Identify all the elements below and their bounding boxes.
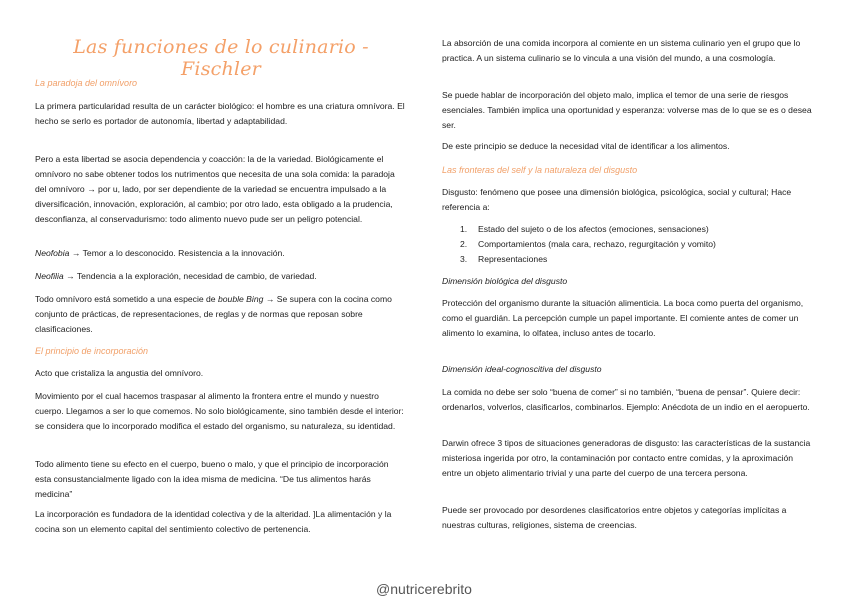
list-text: Representaciones [478, 254, 548, 264]
paragraph-paradoja: Pero a esta libertad se asocia dependencia y coacción: la de la variedad. Biológicamente el omnívoro no sabe obtener todos los nutrimentos que necesita de una sola comida: la paradoja del omnívoro → por u, lado, por ser dependiente de la variedad se encuentra impulsado a la diversificación, innovación, exploración, al cambio; por otro lado, esta obligado a la prudencia, desconfianza, al conservadurismo: todo alimento nuevo pude ser un peligro potencial. [35, 154, 395, 224]
paragraph-disgusto: Disgusto: fenómeno que posee una dimensión biológica, psicológica, social y cultural; Hace referencia a: [442, 187, 792, 212]
list-number: 3. [460, 254, 468, 264]
list-item [460, 237, 814, 252]
paragraph-acto: Acto que cristaliza la angustia del omnívoro. [35, 368, 204, 378]
heading-incorporacion: El principio de incorporación [35, 346, 149, 356]
footer-watermark: @nutricerebrito [376, 581, 472, 597]
paragraph-comida: La comida no debe ser solo “buena de comer” si no también, “buena de pensar”. Quiere decir: ordenarlos, volverlos, clasificarlos, combinarlos. Ejemplo: Anécdota de un indio en el aeropuerto. [442, 387, 810, 412]
paragraph-principio: De este principio se deduce la necesidad vital de identificar a los alimentos. [442, 141, 730, 151]
paragraph-proteccion: Protección del organismo durante la situación alimenticia. La boca como puerta del organismo, como el guardián. La percepción cumple un papel importante. El comiente antes de comer un alimento lo examina, lo olfatea, incluso antes de tocarlo. [442, 298, 804, 338]
paragraph-identidad: La incorporación es fundadora de la identidad colectiva y de la alteridad. ]La alimentación y la cocina son un elemento capital del sentimiento colectivo de pertenencia. [35, 509, 392, 534]
heading-dimension-biologica: Dimensión biológica del disgusto [442, 276, 568, 286]
term-bouble-bing: bouble Bing [217, 294, 264, 304]
heading-paradoja: La paradoja del omnívoro [35, 78, 138, 88]
list-number: 2. [460, 239, 468, 249]
neofilia-definition: → Tendencia a la exploración, necesidad de cambio, de variedad. [63, 271, 317, 281]
paragraph-movimiento: Movimiento por el cual hacemos traspasar al alimento la frontera entre el mundo y nuestro cuerpo. Llegamos a ser lo que comemos. No solo biológicamente, sino también desde el interior: se considera que lo incorporado modifica el estado del organismo, su naturaleza, su identidad. [35, 391, 404, 431]
heading-fronteras: Las fronteras del self y la naturaleza del disgusto [442, 165, 638, 175]
paragraph-caracter-biologico: La primera particularidad resulta de un carácter biológico: el hombre es una criatura omnívora. El hecho se serlo es portador de autonomía, libertad y adaptabilidad. [35, 101, 405, 126]
paragraph-neofilia [35, 269, 407, 284]
neofobia-definition: → Temor a lo desconocido. Resistencia a la innovación. [69, 248, 285, 258]
paragraph-desordenes: Puede ser provocado por desordenes clasificatorios entre objetos y categorías implícitas a nuestras culturas, religiones, sistema de creencias. [442, 505, 787, 530]
paragraph-objeto-malo: Se puede hablar de incorporación del objeto malo, implica el temor de una serie de riesgos esenciales. También implica una oportunidad y esperanza: volverse mas de lo que se es o desea ser. [442, 90, 812, 130]
heading-dimension-ideal: Dimensión ideal-cognoscitiva del disgusto [442, 364, 602, 374]
disgusto-list [460, 222, 814, 267]
bouble-bing-definition: → Se supera con la cocina como conjunto de prácticas, de representaciones, de reglas y de normas que reposan sobre clasificaciones. [35, 294, 392, 334]
paragraph-absorcion: La absorción de una comida incorpora al comiente en un sistema culinario yen el grupo que lo practica. A un sistema culinario se lo vincula a una visión del mundo, a una cosmología. [442, 38, 801, 63]
paragraph-efecto: Todo alimento tiene su efecto en el cuerpo, bueno o malo, y que el principio de incorporación esta consustancialmente ligado con la idea misma de medicina. “De tus alimentos harás medicina” [35, 459, 389, 499]
term-neofobia: Neofobia [35, 248, 70, 258]
page-title: Las funciones de lo culinario - Fischler [73, 36, 369, 80]
list-number: 1. [460, 224, 468, 234]
list-item [460, 252, 814, 267]
list-text: Estado del sujeto o de los afectos (emociones, sensaciones) [478, 224, 709, 234]
paragraph-darwin: Darwin ofrece 3 tipos de situaciones generadoras de disgusto: las características de la sustancia misteriosa ingerida por otro, la contaminación por contacto entre comidas, y la aproximación entre un objeto alimentario trivial y una parte del cuerpo de una tercera persona. [442, 438, 811, 478]
bouble-bing-intro: Todo omnívoro está sometido a una especie de [35, 294, 218, 304]
paragraph-neofobia [35, 246, 407, 261]
paragraph-bouble-bing [35, 292, 407, 337]
list-text: Comportamientos (mala cara, rechazo, regurgitación y vomito) [478, 239, 716, 249]
list-item [460, 222, 814, 237]
term-neofilia: Neofilia [35, 271, 64, 281]
